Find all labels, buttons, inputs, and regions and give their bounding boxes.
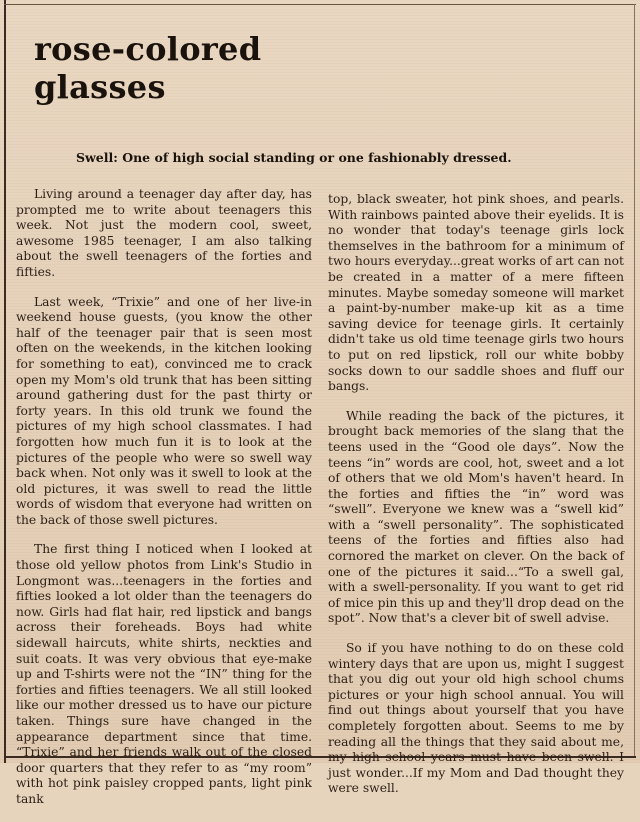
- paragraph: top, black sweater, hot pink shoes, and pearls. With rainbows painted above their eyelids. It is no wonder that today's teenage girls lock themselves in the bathroom for a minimum of two hours everyday...great works of art can not be created in a matter of a mere fifteen minutes. Maybe someday someone will market a paint-by-number make-up kit as a time saving device for teenage girls. It certainly didn't take us old time teenage girls two hours to put on red lipstick, roll our white bobby socks down to our saddle shoes and fluff our bangs.: [328, 192, 624, 394]
- clipping-border-left: [4, 0, 6, 763]
- article-tagline: Swell: One of high social standing or one fashionably dressed.: [76, 150, 512, 165]
- paragraph: While reading the back of the pictures, it brought back memories of the slang that the teens used in the “Good ole days”. Now the teens “in” words are cool, hot, sweet and a lot of others that we old Mom's haven't heard. In the forties and fifties the “in” word was “swell”. Everyone we knew was a “swell kid” with a “swell personality”. The sophisticated teens of the forties and fifties also had cornored the market on clever. On the back of one of the pictures it said...“To a swell gal, with a swell-personality. If you want to get rid of mice pin this up and they'll drop dead on the spot”. Now that's a clever bit of swell advise.: [328, 408, 624, 626]
- headline-line-2: glasses: [34, 68, 166, 106]
- clipping-border-right: [634, 4, 635, 756]
- paragraph: The first thing I noticed when I looked at those old yellow photos from Link's Studio in Longmont was...teenagers in the forties and fifties looked a lot older than the teenagers do now. Girls had flat hair, red lipstick and bangs across their foreheads. Boys had white sidewall haircuts, white shirts, neckties and suit coats. It was very obvious that eye-make up and T-shirts were not the “IN” thing for the forties and fifties teenagers. We all still looked like our mother dressed us to have our picture taken. Things sure have changed in the appearance department since that time. “Trixie” and her friends walk out of the closed door quarters that they refer to as “my room” with hot pink paisley cropped pants, light pink tank: [16, 542, 312, 806]
- paragraph: So if you have nothing to do on these cold wintery days that are upon us, might I suggest that you dig out your old high school chums pictures or your high school annual. You will find out things about yourself that you have completely forgotten about. Seems to me by reading all the things that they said about me, my high school years must have been swell. I just wonder...If my Mom and Dad thought they were swell.: [328, 641, 624, 796]
- left-column: [16, 187, 312, 822]
- clipping-border-top: [4, 4, 636, 5]
- headline-line-1: rose-colored: [34, 30, 262, 68]
- paragraph: Last week, “Trixie” and one of her live-in weekend house guests, (you know the other half of the teenager pair that is seen most often on the weekends, in the kitchen looking for something to eat), convinced me to crack open my Mom's old trunk that has been sitting around gathering dust for the past thirty or forty years. In this old trunk we found the pictures of my high school classmates. I had forgotten how much fun it is to look at the pictures of the people who were so swell way back when. Not only was it swell to look at the old pictures, it was swell to read the little words of wisdom that everyone had written on the back of those swell pictures.: [16, 294, 312, 527]
- paragraph: Living around a teenager day after day, has prompted me to write about teenagers this week. Not just the modern cool, sweet, awesome 1985 teenager, I am also talking about the swell teenagers of the forties and fifties.: [16, 187, 312, 279]
- right-column: [328, 192, 624, 811]
- article-headline: [34, 30, 334, 106]
